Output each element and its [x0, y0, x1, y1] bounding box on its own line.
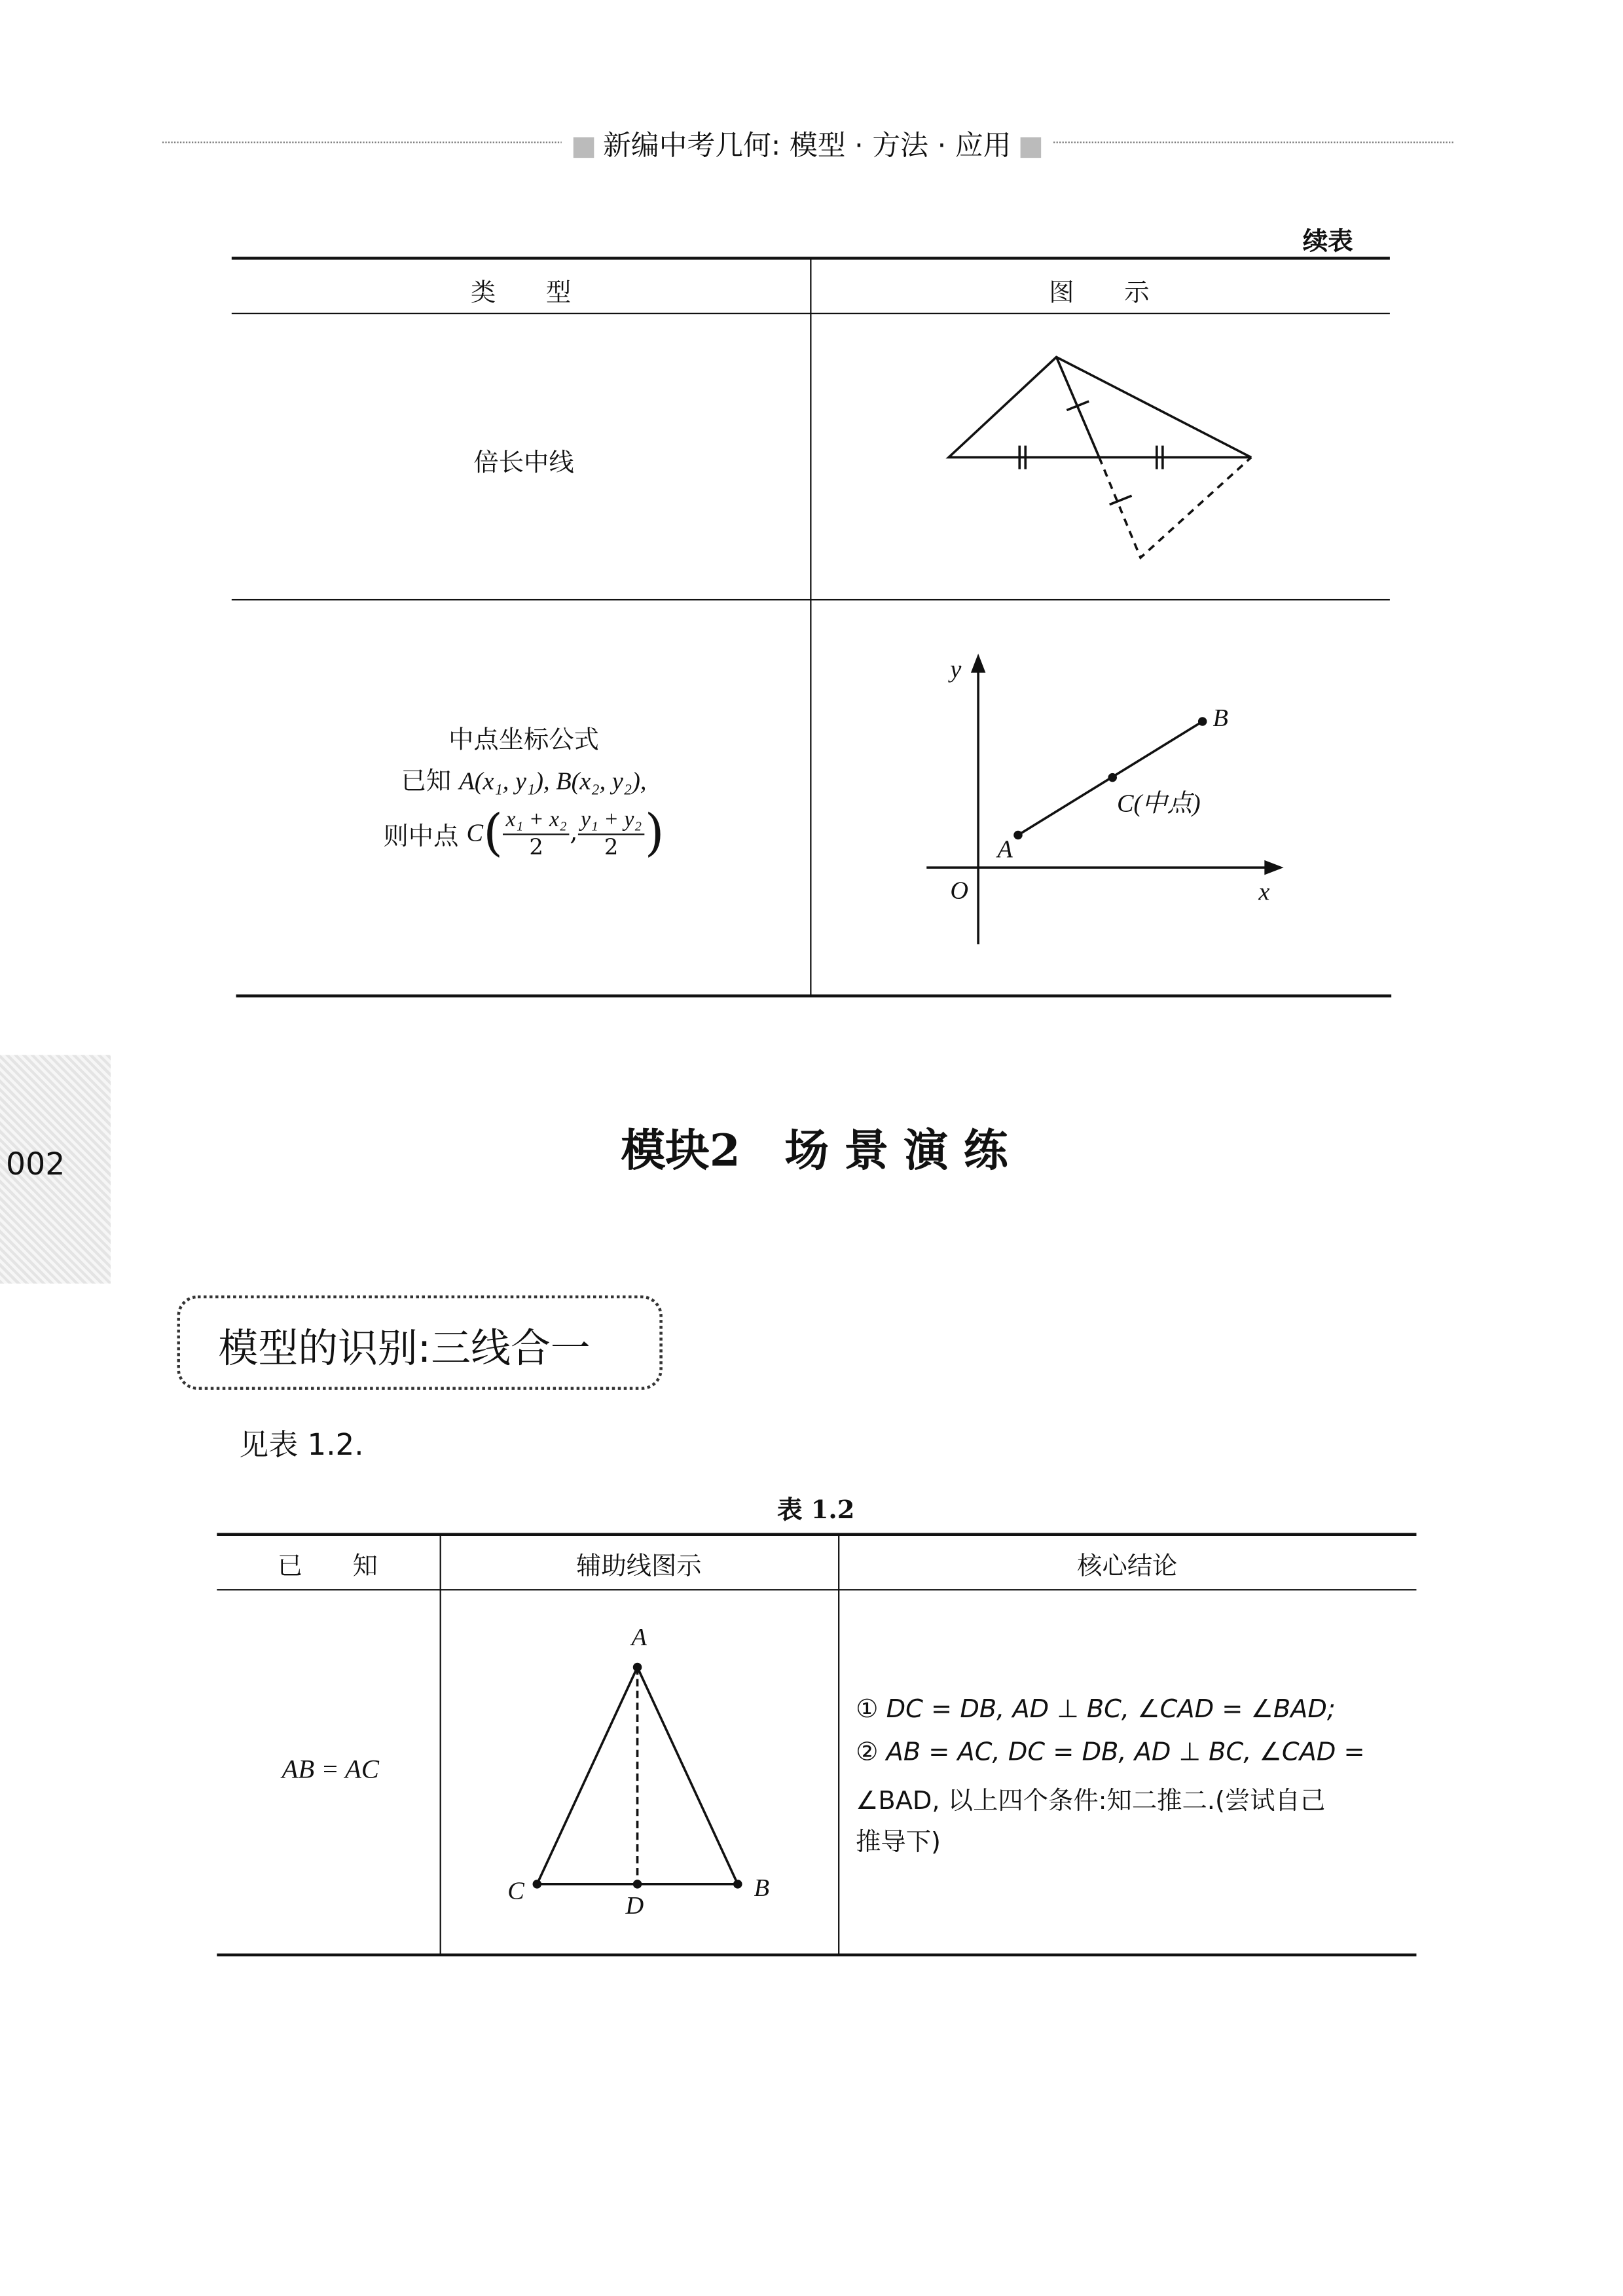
midpoint-given-line	[401, 760, 647, 797]
numerator-x: x₁ + x₂	[503, 808, 570, 835]
table-bottom-rule	[236, 994, 1392, 998]
vertex-b	[733, 1880, 742, 1889]
header-ornament-icon	[1020, 136, 1041, 157]
table-caption: 续表	[1302, 227, 1353, 257]
coordinate-figure	[915, 649, 1298, 952]
label-a: A	[997, 835, 1013, 864]
result-label: 则中点	[383, 822, 459, 852]
label-y: y	[950, 655, 962, 683]
given-label: 已知	[401, 767, 452, 797]
column-header-conclusion: 核心结论	[1077, 1552, 1178, 1582]
label-b: B	[1213, 703, 1228, 732]
running-title-text: 新编中考几何: 模型 · 方法 · 应用	[602, 130, 1012, 162]
median-tick-marks	[1067, 401, 1131, 505]
table2-top-rule	[217, 1533, 1416, 1536]
header-ornament-icon	[574, 136, 594, 157]
denominator: 2	[604, 833, 619, 860]
module-title: 模块2 场 景 演 练	[621, 1125, 1008, 1178]
table-1-2-caption: 表 1.2	[777, 1496, 855, 1526]
isosceles-triangle-figure	[517, 1652, 770, 1903]
table2-header-rule	[217, 1589, 1416, 1590]
table2-divider-2	[838, 1535, 840, 1955]
fraction-x	[503, 808, 570, 860]
running-title	[562, 124, 1053, 164]
label-b: B	[754, 1874, 770, 1902]
triangle	[949, 357, 1251, 457]
table2-bottom-rule	[217, 1954, 1416, 1957]
column-header-figure: 图 示	[1049, 278, 1150, 309]
denominator: 2	[529, 833, 543, 860]
label-c: C	[507, 1876, 524, 1905]
conclusion-line-4: 推导下)	[856, 1828, 941, 1858]
label-x: x	[1258, 877, 1270, 906]
section-title: 模型的识别:三线合一	[218, 1326, 591, 1372]
label-d: D	[625, 1891, 644, 1920]
point-d	[633, 1880, 642, 1889]
numerator-y: y₁ + y₂	[577, 808, 644, 835]
label-o: O	[950, 876, 968, 905]
x-arrow-icon	[1264, 860, 1283, 875]
y-arrow-icon	[971, 653, 986, 672]
vertex-c	[533, 1880, 542, 1889]
column-header-figure: 辅助线图示	[576, 1552, 702, 1582]
double-median-figure	[930, 339, 1284, 575]
conclusion-line-2: ② AB = AC, DC = DB, AD ⊥ BC, ∠CAD =	[856, 1738, 1365, 1768]
see-table-text: 见表 1.2.	[239, 1427, 364, 1463]
extended-median-dashed	[1099, 458, 1251, 558]
given-points: A(x₁, y₁), B(x₂, y₂),	[459, 767, 647, 795]
midpoint-result-line: 则中点 C( $\frac{\text{x₁ + x₂}}{2}$ , $\frac{\text{y₁ + y₂}}{2}$ )	[383, 804, 665, 864]
point-c: C	[466, 818, 484, 847]
table-column-divider	[810, 258, 812, 996]
column-header-known: 已 知	[277, 1552, 378, 1582]
label-a: A	[631, 1622, 647, 1651]
conclusion-line-1: ① DC = DB, AD ⊥ BC, ∠CAD = ∠BAD;	[856, 1695, 1336, 1725]
midpoint-formula-title: 中点坐标公式	[448, 725, 599, 756]
vertex-a	[633, 1663, 642, 1672]
conclusion-line-3: ∠BAD, 以上四个条件:知二推二.(尝试自己	[856, 1787, 1326, 1817]
row-type-double-median: 倍长中线	[473, 448, 574, 479]
page-number: 002	[6, 1146, 65, 1182]
median	[1057, 357, 1099, 457]
column-header-type: 类 型	[470, 278, 572, 309]
table2-divider-1	[440, 1535, 442, 1955]
fraction-y	[577, 808, 644, 860]
point-a	[1013, 831, 1023, 840]
label-c: C(中点)	[1116, 789, 1201, 818]
point-c	[1108, 773, 1117, 782]
known-condition: AB = AC	[282, 1754, 379, 1784]
point-b	[1198, 717, 1207, 726]
